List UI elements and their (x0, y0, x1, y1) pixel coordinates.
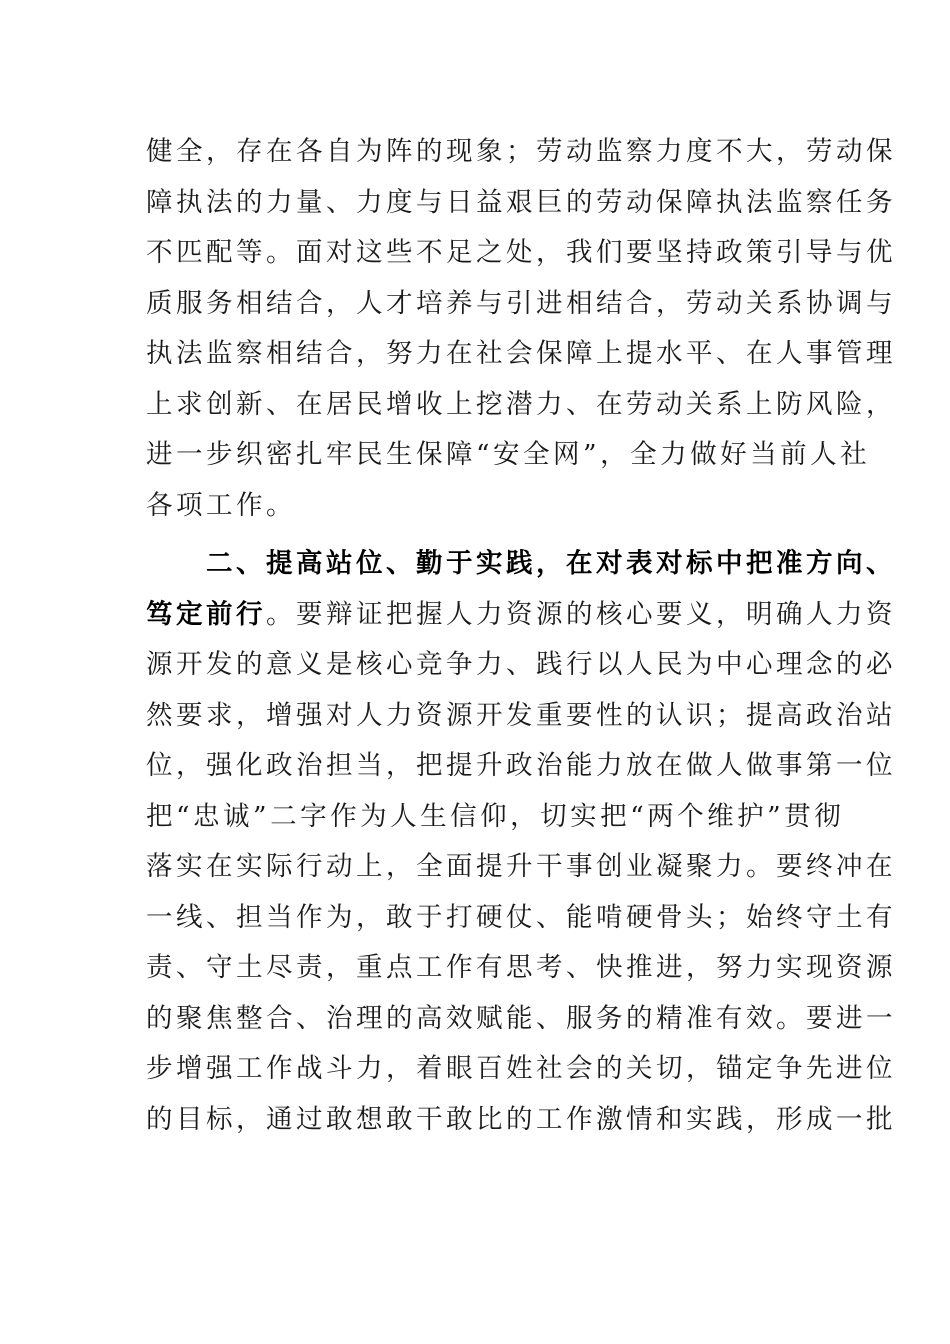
text-line: 位，强化政治担当，把提升政治能力放在做人做事第一位 (146, 750, 896, 781)
text-line: 然要求，增强对人力资源开发重要性的认识；提高政治站 (146, 699, 896, 731)
text-line: 的目标，通过敢想敢干敢比的工作激情和实践，形成一批 (146, 1103, 896, 1135)
text-line-rest: 。要辩证把握人力资源的核心要义，明确人力资 (266, 598, 896, 630)
section-heading: 二、提高站位、勤于实践，在对表对标中把准方向、 (146, 548, 896, 579)
text-line: 责、守土尽责，重点工作有思考、快推进，努力实现资源 (146, 952, 896, 983)
text-line: 执法监察相结合，努力在社会保障上提水平、在人事管理 (146, 338, 896, 369)
text-line: 一线、担当作为，敢于打硬仗、能啃硬骨头；始终守土有 (146, 901, 896, 933)
text-line: 的聚焦整合、治理的高效赋能、服务的精准有效。要进一 (146, 1002, 896, 1034)
text-line: 不匹配等。面对这些不足之处，我们要坚持政策引导与优 (146, 237, 896, 268)
paragraph-continued (146, 127, 896, 531)
text-line: 落实在实际行动上，全面提升干事创业凝聚力。要终冲在 (146, 851, 896, 882)
text-line: 障执法的力量、力度与日益艰巨的劳动保障执法监察任务 (146, 186, 896, 218)
text-line: 上求创新、在居民增收上挖潜力、在劳动关系上防风险， (146, 388, 896, 420)
text-line: 把“忠诚”二字作为人生信仰，切实把“两个维护”贯彻 (146, 800, 845, 832)
text-line: 进一步织密扎牢民生保障“安全网”，全力做好当前人社 (146, 439, 871, 470)
text-line: 质服务相结合，人才培养与引进相结合，劳动关系协调与 (146, 287, 896, 319)
text-line: 源开发的意义是核心竞争力、践行以人民为中心理念的必 (146, 649, 896, 680)
text-line: 步增强工作战斗力，着眼百姓社会的关切，锚定争先进位 (146, 1053, 896, 1084)
text-line: 各项工作。 (146, 489, 296, 521)
section-heading-end: 笃定前行 (146, 598, 266, 630)
paragraph-section-two (146, 539, 896, 1145)
text-line: 健全，存在各自为阵的现象；劳动监察力度不大，劳动保 (146, 136, 896, 167)
text-line (146, 590, 896, 641)
